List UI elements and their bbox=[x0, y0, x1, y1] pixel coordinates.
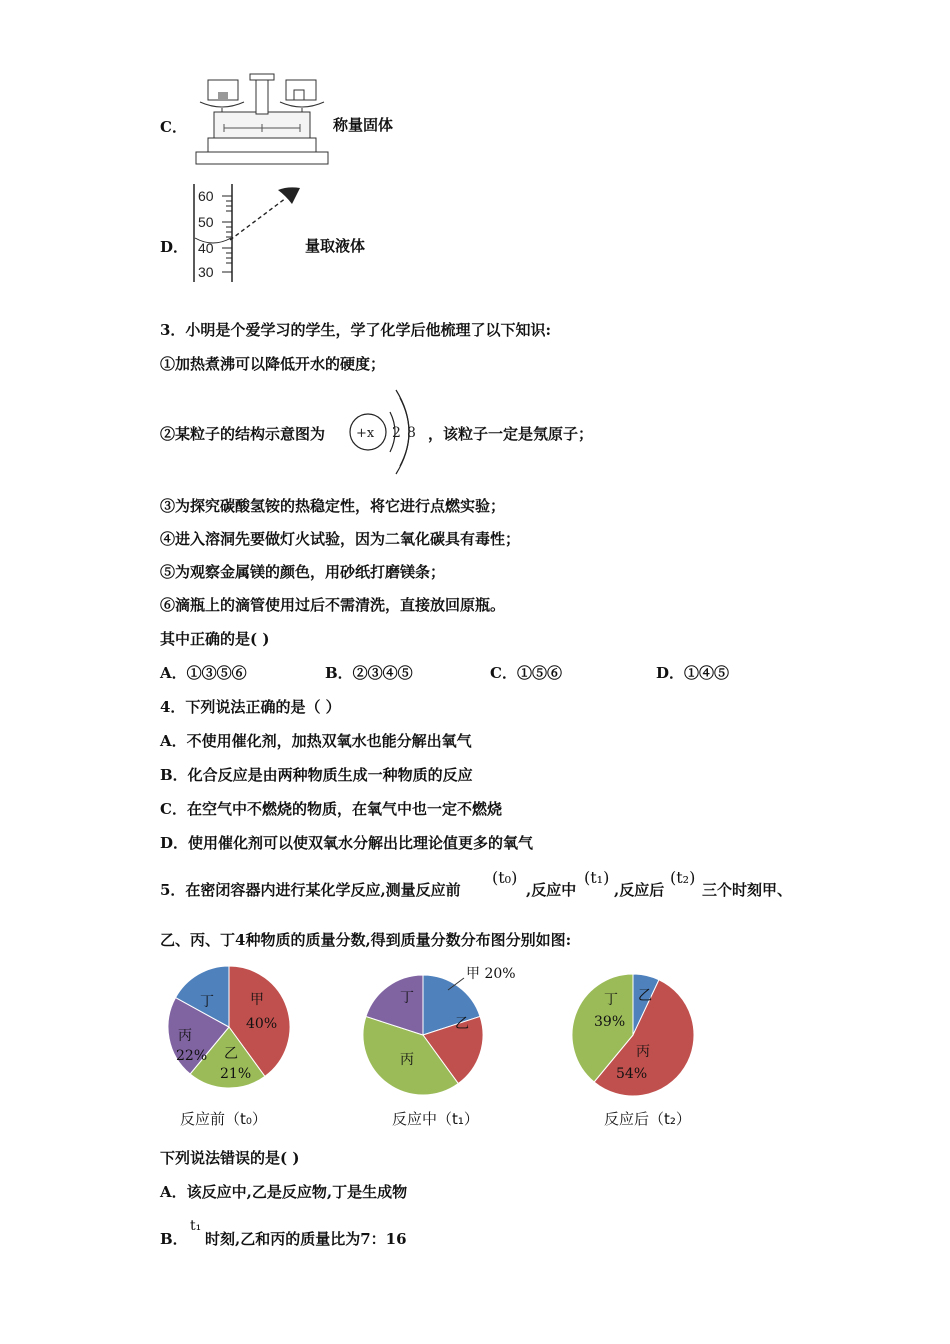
atom-nucleus: +x bbox=[356, 426, 375, 441]
q3-option-c[interactable]: C．①⑤⑥ bbox=[490, 664, 562, 682]
q3-item5: ⑤为观察金属镁的颜色，用砂纸打磨镁条； bbox=[160, 563, 446, 581]
q5-option-a[interactable]: A．该反应中,乙是反应物,丁是生成物 bbox=[160, 1183, 408, 1201]
pie-caption-t0: 反应前（t₀） bbox=[180, 1110, 267, 1128]
q3-item6: ⑥滴瓶上的滴管使用过后不需清洗，直接放回原瓶。 bbox=[160, 596, 506, 614]
pie0-pct-0: 40% bbox=[246, 1016, 278, 1032]
q3-ask: 其中正确的是( ) bbox=[160, 630, 270, 648]
pie1-name-3: 丁 bbox=[400, 990, 414, 1006]
pie2-name-0: 乙 bbox=[638, 988, 652, 1004]
q4-stem: 4．下列说法正确的是（ ） bbox=[160, 698, 341, 716]
q3-stem: 3．小明是个爱学习的学生，学了化学后他梳理了以下知识: bbox=[160, 321, 551, 339]
pie2-pct-1: 54% bbox=[616, 1066, 648, 1082]
atom-shell1: 2 bbox=[392, 425, 401, 441]
q3-item3: ③为探究碳酸氢铵的热稳定性，将它进行点燃实验； bbox=[160, 497, 506, 515]
q3-item1: ①加热煮沸可以降低开水的硬度； bbox=[160, 355, 386, 373]
q5-t0: (t₀) bbox=[492, 868, 518, 887]
q5-option-b-letter[interactable]: B． bbox=[160, 1230, 188, 1248]
pie0-name-2: 丙 bbox=[178, 1028, 192, 1044]
pie-chart-t0 bbox=[166, 966, 296, 1096]
pie-chart-t1 bbox=[360, 966, 530, 1100]
q4-option-a[interactable]: A．不使用催化剂，加热双氧水也能分解出氧气 bbox=[160, 732, 472, 750]
pie1-name-2: 丙 bbox=[400, 1052, 414, 1068]
balance-figure bbox=[194, 72, 330, 168]
q4-option-c[interactable]: C．在空气中不燃烧的物质，在氧气中也一定不燃烧 bbox=[160, 800, 502, 818]
option-d-letter: D． bbox=[160, 238, 189, 256]
pie0-name-0: 甲 bbox=[250, 992, 264, 1008]
pie0-name-3: 丁 bbox=[200, 994, 214, 1010]
pie-caption-t2: 反应后（t₂） bbox=[604, 1110, 691, 1128]
option-d-label: 量取液体 bbox=[305, 237, 366, 255]
atom-structure-diagram bbox=[348, 386, 432, 476]
q3-option-d[interactable]: D．①④⑤ bbox=[656, 664, 730, 682]
pie-caption-t1: 反应中（t₁） bbox=[392, 1110, 479, 1128]
q4-option-b[interactable]: B．化合反应是由两种物质生成一种物质的反应 bbox=[160, 766, 473, 784]
q5-stem-c: ,反应后 bbox=[614, 881, 665, 899]
atom-shell2: 8 bbox=[407, 425, 416, 441]
q4-option-d[interactable]: D．使用催化剂可以使双氧水分解出比理论值更多的氧气 bbox=[160, 834, 534, 852]
q5-ask: 下列说法错误的是( ) bbox=[160, 1149, 300, 1167]
q5-t1: (t₁) bbox=[584, 868, 610, 887]
q3-item2-pre: ②某粒子的结构示意图为 bbox=[160, 425, 326, 443]
option-c-label: 称量固体 bbox=[333, 116, 394, 134]
q3-option-b[interactable]: B．②③④⑤ bbox=[325, 664, 413, 682]
scale-40: 40 bbox=[198, 240, 214, 256]
q5-stem2: 乙、丙、丁4种物质的质量分数,得到质量分数分布图分别如图: bbox=[160, 931, 572, 949]
scale-50: 50 bbox=[198, 214, 214, 230]
scale-30: 30 bbox=[198, 264, 214, 280]
pie1-name-1: 乙 bbox=[455, 1016, 469, 1032]
pie-chart-t2 bbox=[570, 970, 700, 1100]
option-c-letter: C． bbox=[160, 118, 187, 136]
q5-option-b-text[interactable]: 时刻,乙和丙的质量比为7：16 bbox=[205, 1230, 407, 1248]
pie2-name-2: 丁 bbox=[604, 992, 618, 1008]
pie1-callout-jia: 甲 20% bbox=[466, 966, 516, 982]
pie0-pct-1: 21% bbox=[220, 1066, 252, 1082]
cylinder-figure bbox=[190, 184, 302, 284]
q3-item4: ④进入溶洞先要做灯火试验，因为二氧化碳具有毒性； bbox=[160, 530, 521, 548]
q3-option-a[interactable]: A．①③⑤⑥ bbox=[160, 664, 247, 682]
q5-option-b-t1: t₁ bbox=[190, 1218, 202, 1234]
q3-item2-post: ，该粒子一定是氖原子； bbox=[428, 425, 594, 443]
pie2-name-1: 丙 bbox=[636, 1044, 650, 1060]
pie0-pct-2: 22% bbox=[176, 1048, 208, 1064]
q5-stem-d: 三个时刻甲、 bbox=[702, 881, 793, 899]
pie2-pct-2: 39% bbox=[594, 1014, 626, 1030]
q5-stem-a: 5．在密闭容器内进行某化学反应,测量反应前 bbox=[160, 881, 461, 899]
scale-60: 60 bbox=[198, 188, 214, 204]
pie0-name-1: 乙 bbox=[224, 1046, 238, 1062]
q5-stem-b: ,反应中 bbox=[526, 881, 577, 899]
q5-t2: (t₂) bbox=[670, 868, 696, 887]
